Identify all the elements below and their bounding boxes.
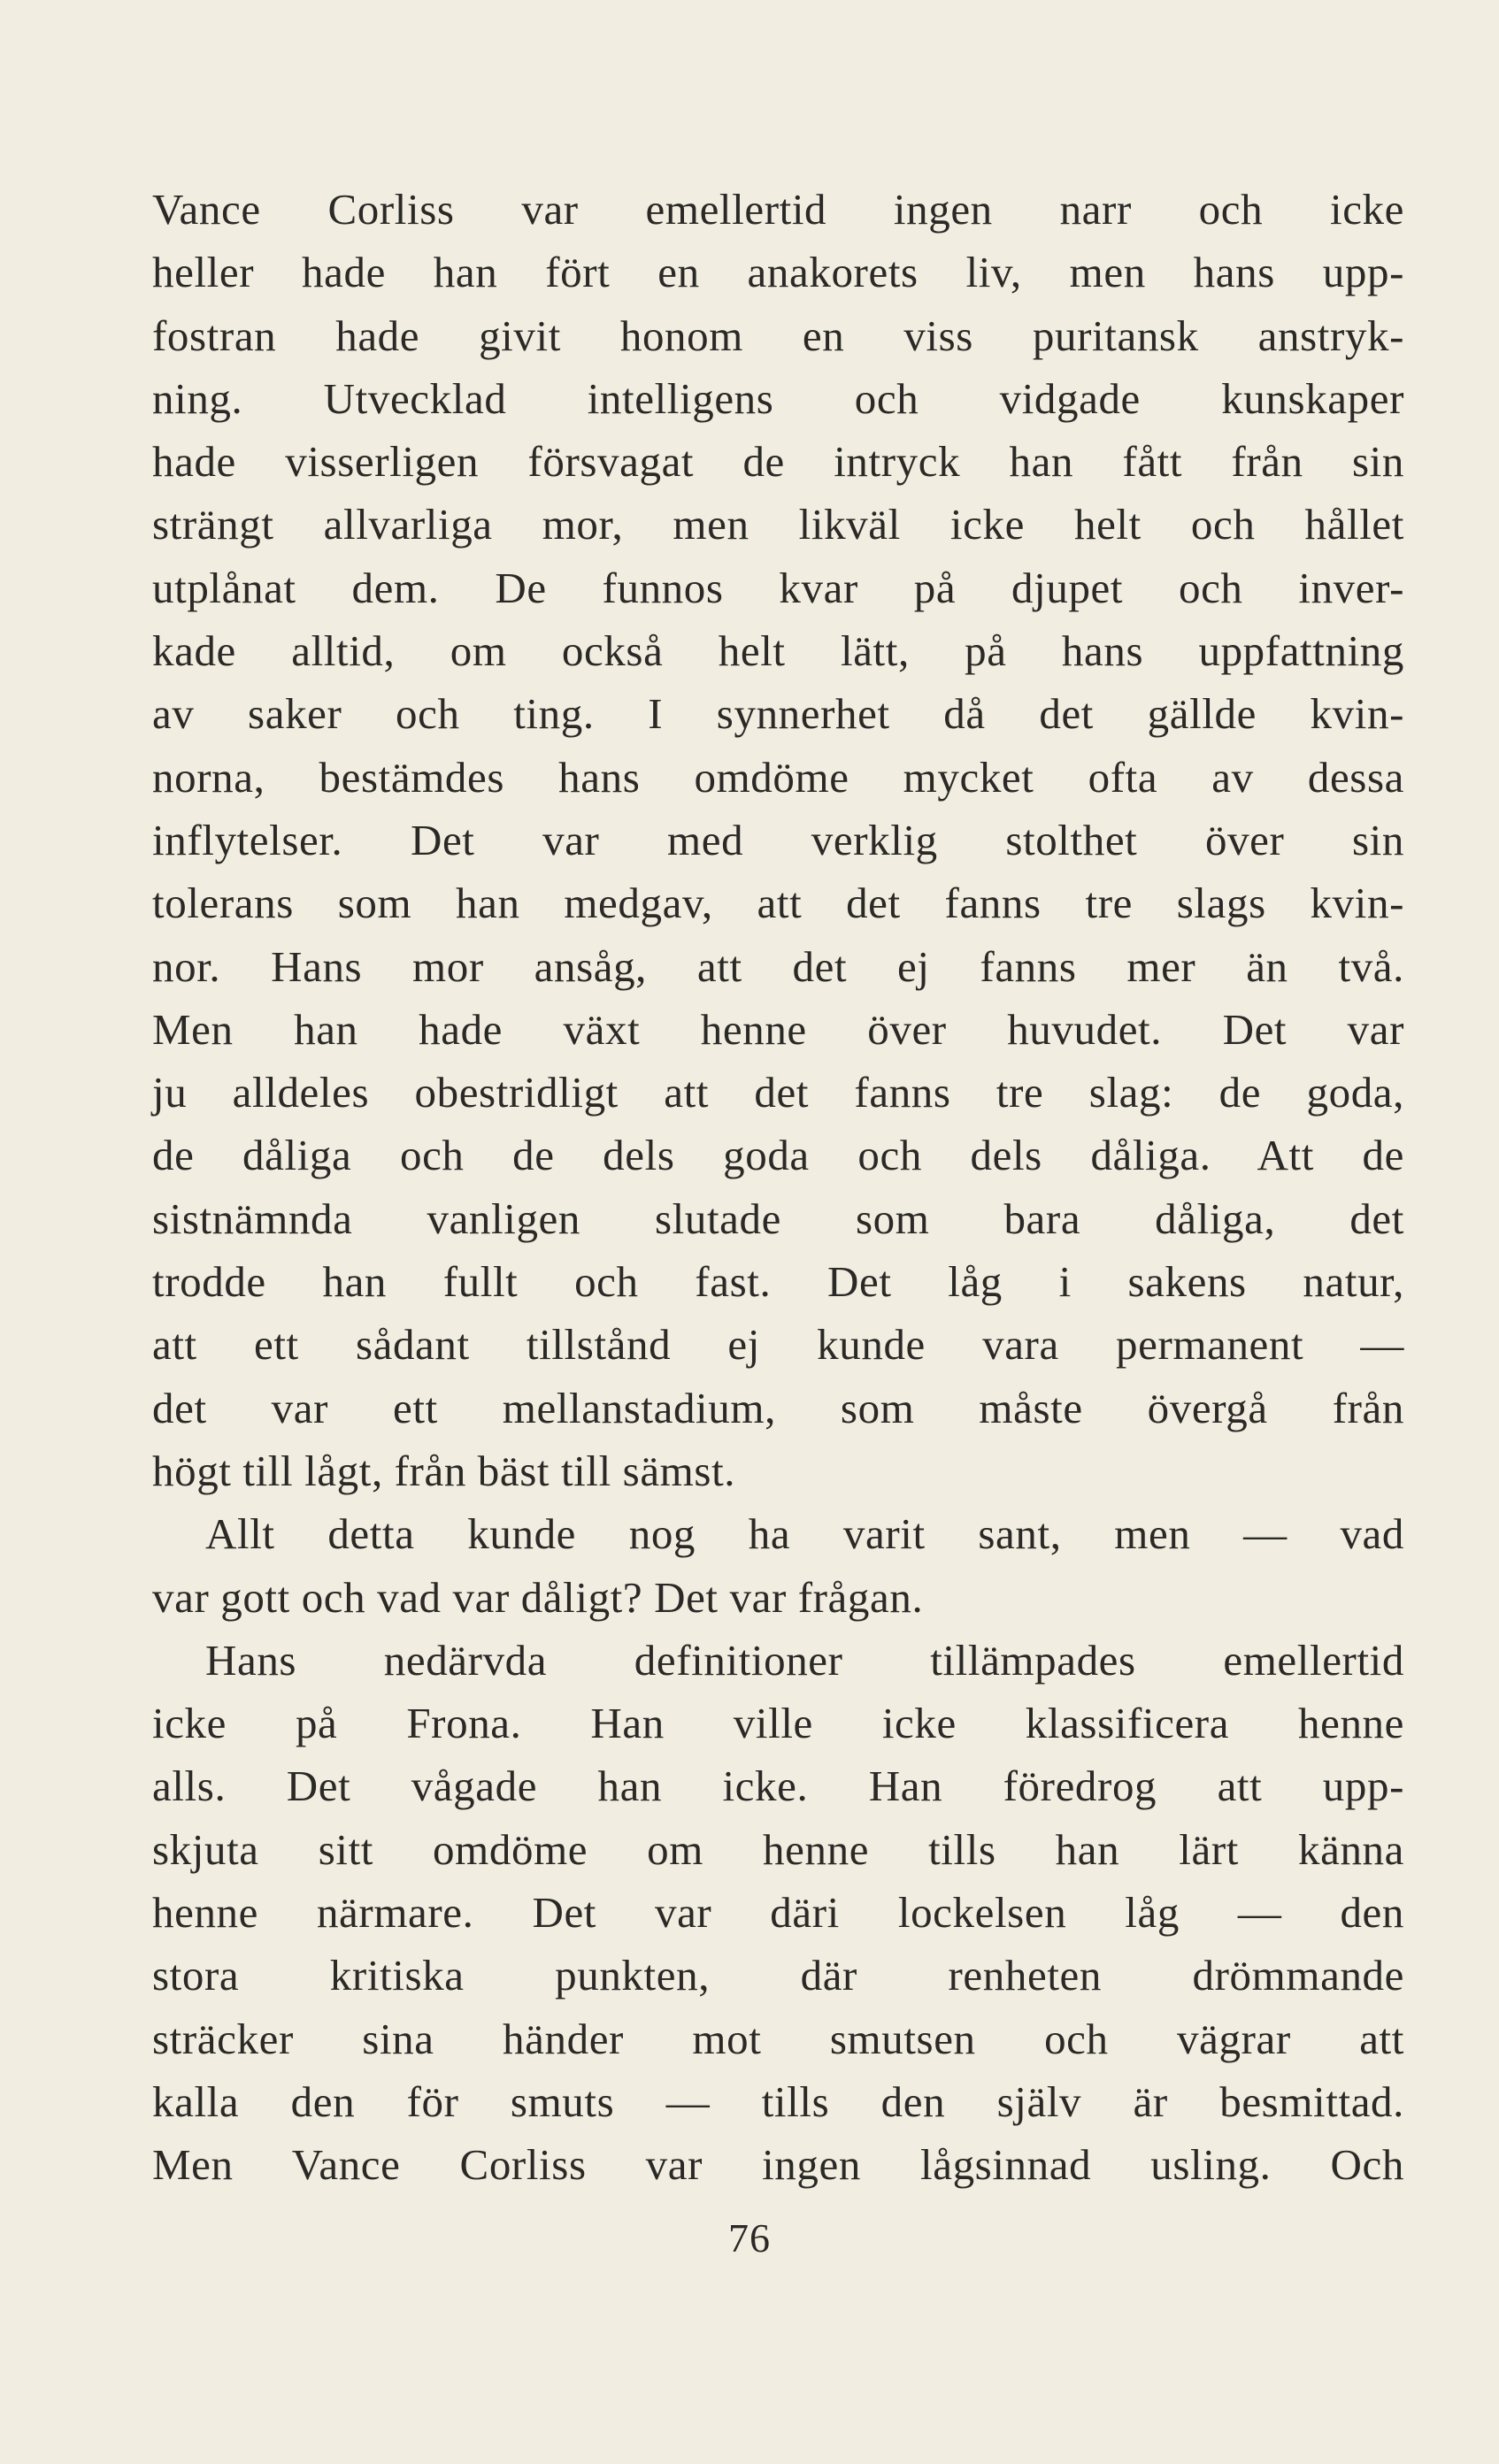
text-line: kalla den för smuts — tills den själv är besmittad. xyxy=(152,2076,1404,2126)
text-line: utplånat dem. De funnos kvar på djupet och inver- xyxy=(152,563,1404,612)
text-line: henne närmare. Det var däri lockelsen låg — den xyxy=(152,1888,1404,1938)
text-line: inflytelser. Det var med verklig stolthet över sin xyxy=(152,815,1404,864)
text-line: hade visserligen försvagat de intryck han fått från sin xyxy=(152,437,1404,487)
text-line: Vance Corliss var emellertid ingen narr och icke xyxy=(152,185,1404,234)
text-line: Men han hade växt henne över huvudet. Det var xyxy=(152,1004,1404,1054)
page-number: 76 xyxy=(728,2215,771,2261)
text-line: Hans nedärvda definitioner tillämpades emellertid xyxy=(205,1635,1404,1685)
text-line: tolerans som han medgav, att det fanns tre slags kvin- xyxy=(152,879,1404,928)
text-line: var gott och vad var dåligt? Det var frågan. xyxy=(152,1572,924,1622)
text-line: strängt allvarliga mor, men likväl icke helt och hållet xyxy=(152,500,1404,549)
text-line: ning. Utvecklad intelligens och vidgade kunskaper xyxy=(152,373,1404,423)
text-line: kade alltid, om också helt lätt, på hans uppfattning xyxy=(152,626,1404,676)
text-line: det var ett mellanstadium, som måste övergå från xyxy=(152,1383,1404,1432)
text-line: nor. Hans mor ansåg, att det ej fanns mer än två. xyxy=(152,941,1404,991)
text-line: norna, bestämdes hans omdöme mycket ofta av dessa xyxy=(152,752,1404,802)
text-line: fostran hade givit honom en viss puritansk anstryk- xyxy=(152,311,1404,360)
body-text xyxy=(152,178,1404,2197)
text-line: av saker och ting. I synnerhet då det gällde kvin- xyxy=(152,689,1404,739)
text-line: Men Vance Corliss var ingen lågsinnad usling. Och xyxy=(152,2140,1404,2190)
text-line: ju alldeles obestridligt att det fanns tre slag: de goda, xyxy=(152,1068,1404,1117)
text-line: sistnämnda vanligen slutade som bara dåliga, det xyxy=(152,1194,1404,1243)
text-line: stora kritiska punkten, där renheten drömmande xyxy=(152,1951,1404,2000)
text-line: sträcker sina händer mot smutsen och vägrar att xyxy=(152,2014,1404,2063)
text-line: icke på Frona. Han ville icke klassificera henne xyxy=(152,1699,1404,1748)
text-line: trodde han fullt och fast. Det låg i sakens natur, xyxy=(152,1257,1404,1307)
text-line: de dåliga och de dels goda och dels dåliga. Att de xyxy=(152,1131,1404,1180)
text-line: alls. Det vågade han icke. Han föredrog att upp- xyxy=(152,1762,1404,1811)
text-line: högt till lågt, från bäst till sämst. xyxy=(152,1446,736,1495)
text-line: heller hade han fört en anakorets liv, men hans upp- xyxy=(152,248,1404,297)
text-line: att ett sådant tillstånd ej kunde vara permanent — xyxy=(152,1320,1404,1370)
text-line: Allt detta kunde nog ha varit sant, men — vad xyxy=(205,1509,1404,1559)
text-line: skjuta sitt omdöme om henne tills han lärt känna xyxy=(152,1824,1404,1874)
